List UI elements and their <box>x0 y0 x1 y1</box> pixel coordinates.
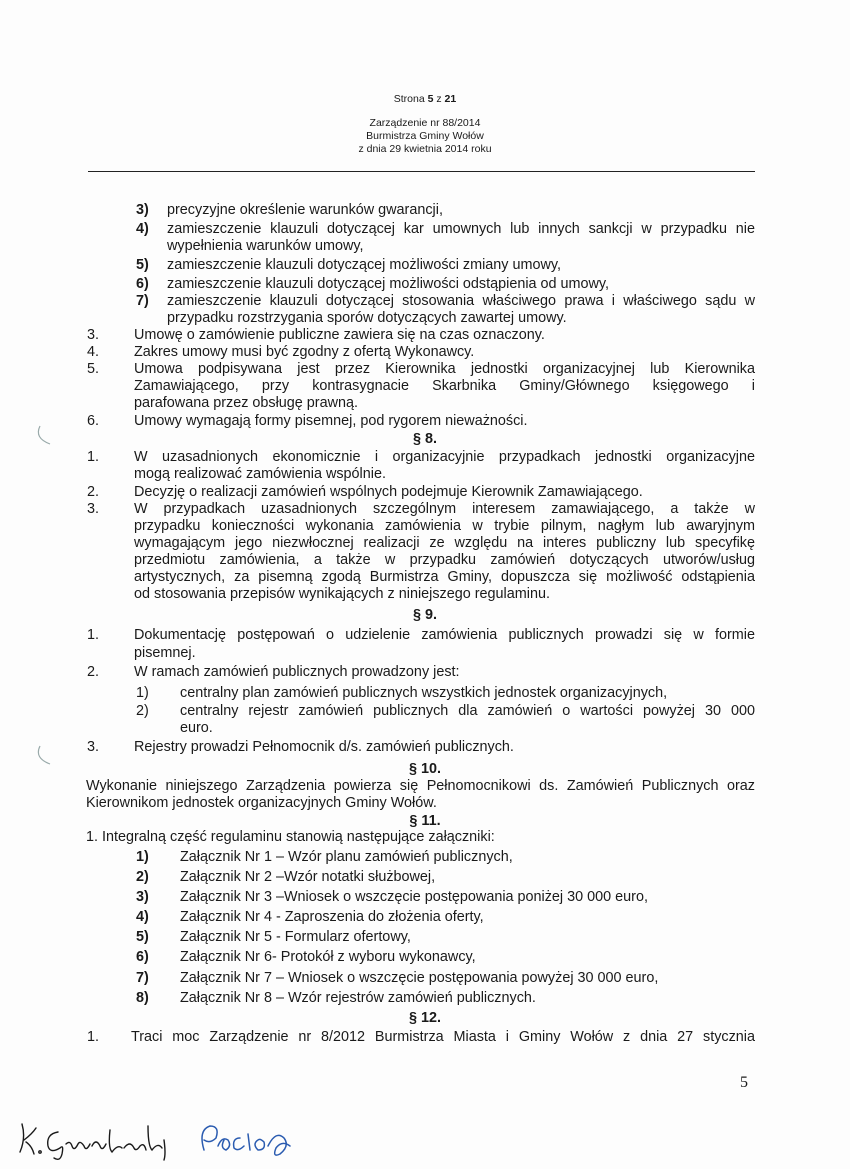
point-text: Decyzję o realizacji zamówień wspólnych podejmuje Kierownik Zamawiającego. <box>134 484 643 500</box>
point-text: mogą realizować zamówienia wspólnie. <box>134 466 386 482</box>
sublist-number: 6) <box>136 276 149 292</box>
sublist-text: zamieszczenie klauzuli dotyczącej możliwości zmiany umowy, <box>167 257 562 273</box>
header-issuer: Burmistrza Gminy Wołów <box>366 130 484 142</box>
paragraph-text: 1. Integralną część regulaminu stanowią następujące załączniki: <box>86 829 495 845</box>
attachment-item: Załącznik Nr 3 –Wniosek o wszczęcie postępowania poniżej 30 000 euro, <box>180 889 648 905</box>
paragraph-text: Wykonanie niniejszego Zarządzenia powierza się Pełnomocnikowi ds. Zamówień Publicznych oraz <box>86 778 755 794</box>
point-text: Traci moc Zarządzenie nr 8/2012 Burmistrza Miasta i Gminy Wołów z dnia 27 stycznia <box>131 1029 755 1045</box>
section-heading-9: § 9. <box>412 607 437 623</box>
sublist-text: precyzyjne określenie warunków gwarancji, <box>167 202 443 218</box>
attachment-number: 2) <box>136 869 149 885</box>
attachment-item: Załącznik Nr 7 – Wniosek o wszczęcie postępowania powyżej 30 000 euro, <box>180 970 659 986</box>
attachment-number: 8) <box>136 990 149 1006</box>
page-counter <box>0 93 850 106</box>
sublist-text: zamieszczenie klauzuli dotyczącej możliwości odstąpienia od umowy, <box>167 276 610 292</box>
sublist-number: 4) <box>136 221 149 237</box>
point-number: 3. <box>87 739 100 755</box>
point-number: 1. <box>87 449 100 465</box>
header-ordinance: Zarządzenie nr 88/2014 <box>369 117 481 129</box>
sublist-text: zamieszczenie klauzuli dotyczącej kar umownych lub innych sankcji w przypadku nie <box>167 221 755 237</box>
punch-mark <box>34 744 54 768</box>
attachment-number: 4) <box>136 909 149 925</box>
sublist-text: wypełnienia warunków umowy, <box>167 238 364 254</box>
point-text: Umowa podpisywana jest przez Kierownika jednostki organizacyjnej lub Kierownika <box>134 361 755 377</box>
point-number: 2. <box>87 484 100 500</box>
point-text: przedmiotu zamówienia, a także w przypadku zamówień dotyczących utworów/usług <box>134 552 755 568</box>
sublist-number: 1) <box>136 685 149 701</box>
attachment-number: 6) <box>136 949 149 965</box>
attachment-item: Załącznik Nr 4 - Zaproszenia do złożenia oferty, <box>180 909 484 925</box>
attachment-item: Załącznik Nr 2 –Wzór notatki służbowej, <box>180 869 436 885</box>
attachment-item: Załącznik Nr 1 – Wzór planu zamówień publicznych, <box>180 849 513 865</box>
header-date: z dnia 29 kwietnia 2014 roku <box>358 143 492 155</box>
point-text: Dokumentację postępowań o udzielenie zamówienia publicznych prowadzi się w formie <box>134 627 755 643</box>
attachment-item: Załącznik Nr 5 - Formularz ofertowy, <box>180 929 411 945</box>
attachment-number: 7) <box>136 970 149 986</box>
point-number: 5. <box>87 361 100 377</box>
point-number: 6. <box>87 413 100 429</box>
point-text: W przypadkach uzasadnionych szczególnym interesem zamawiającego, a także w <box>134 501 755 517</box>
point-text: pisemnej. <box>134 645 196 661</box>
section-heading-8: § 8. <box>412 431 437 447</box>
header-rule <box>88 171 755 172</box>
section-heading-11: § 11. <box>409 813 441 829</box>
sublist-number: 7) <box>136 293 149 309</box>
sublist-text: euro. <box>180 720 213 736</box>
sublist-text: zamieszczenie klauzuli dotyczącej stosowania właściwego prawa i właściwego sądu w <box>167 293 755 309</box>
page-current: 5 <box>427 93 434 105</box>
page-mid: z <box>436 93 442 105</box>
sublist-number: 3) <box>136 202 149 218</box>
sublist-text: przypadku rozstrzygania sporów dotyczących zawartej umowy. <box>167 310 567 326</box>
point-text: W ramach zamówień publicznych prowadzony jest: <box>134 664 460 680</box>
point-number: 4. <box>87 344 100 360</box>
attachment-item: Załącznik Nr 6- Protokół z wyboru wykonawcy, <box>180 949 476 965</box>
section-heading-12: § 12. <box>408 1010 441 1026</box>
point-text: artystycznych, za pisemną zgodą Burmistrza Gminy, dopuszcza się możliwość odstąpienia <box>134 569 755 585</box>
point-text: od stosowania przepisów wynikających z niniejszego regulaminu. <box>134 586 550 602</box>
page-total: 21 <box>444 93 457 105</box>
sublist-text: centralny rejestr zamówień publicznych dla zamówień o wartości powyżej 30 000 <box>180 703 755 719</box>
section-heading-10: § 10. <box>408 761 441 777</box>
paragraph-text: Kierownikom jednostek organizacyjnych Gminy Wołów. <box>86 795 437 811</box>
point-number: 1. <box>87 1029 100 1045</box>
point-number: 1. <box>87 627 100 643</box>
point-text: Umowę o zamówienie publiczne zawiera się na czas oznaczony. <box>134 327 545 343</box>
attachment-number: 1) <box>136 849 149 865</box>
point-number: 3. <box>87 501 100 517</box>
punch-mark <box>34 424 54 448</box>
point-text: parafowana przez obsługę prawną. <box>134 395 358 411</box>
point-text: Umowy wymagają formy pisemnej, pod rygorem nieważności. <box>134 413 528 429</box>
point-number: 2. <box>87 664 100 680</box>
point-text: W uzasadnionych ekonomicznie i organizacyjnie przypadkach jednostki organizacyjne <box>134 449 755 465</box>
sublist-number: 5) <box>136 257 149 273</box>
point-text: Zakres umowy musi być zgodny z ofertą Wykonawcy. <box>134 344 475 360</box>
point-text: Zamawiającego, przy kontrasygnacie Skarbnika Gminy/Głównego księgowego i <box>134 378 755 394</box>
sublist-number: 2) <box>136 703 149 719</box>
point-text: przypadku konieczności wykonania zamówienia w trybie pilnym, nagłym lub awaryjnym <box>134 518 755 534</box>
page-number: 5 <box>740 1074 748 1091</box>
sublist-text: centralny plan zamówień publicznych wszystkich jednostek organizacyjnych, <box>180 685 668 701</box>
page-prefix: Strona <box>393 93 425 105</box>
attachment-number: 3) <box>136 889 149 905</box>
point-text: wymagającym jego niezwłocznej realizacji ze względu na interes publiczny lub specyfikę <box>134 535 755 551</box>
handwritten-signature <box>14 1110 304 1162</box>
point-number: 3. <box>87 327 100 343</box>
point-text: Rejestry prowadzi Pełnomocnik d/s. zamówień publicznych. <box>134 739 514 755</box>
attachment-item: Załącznik Nr 8 – Wzór rejestrów zamówień publicznych. <box>180 990 536 1006</box>
attachment-number: 5) <box>136 929 149 945</box>
